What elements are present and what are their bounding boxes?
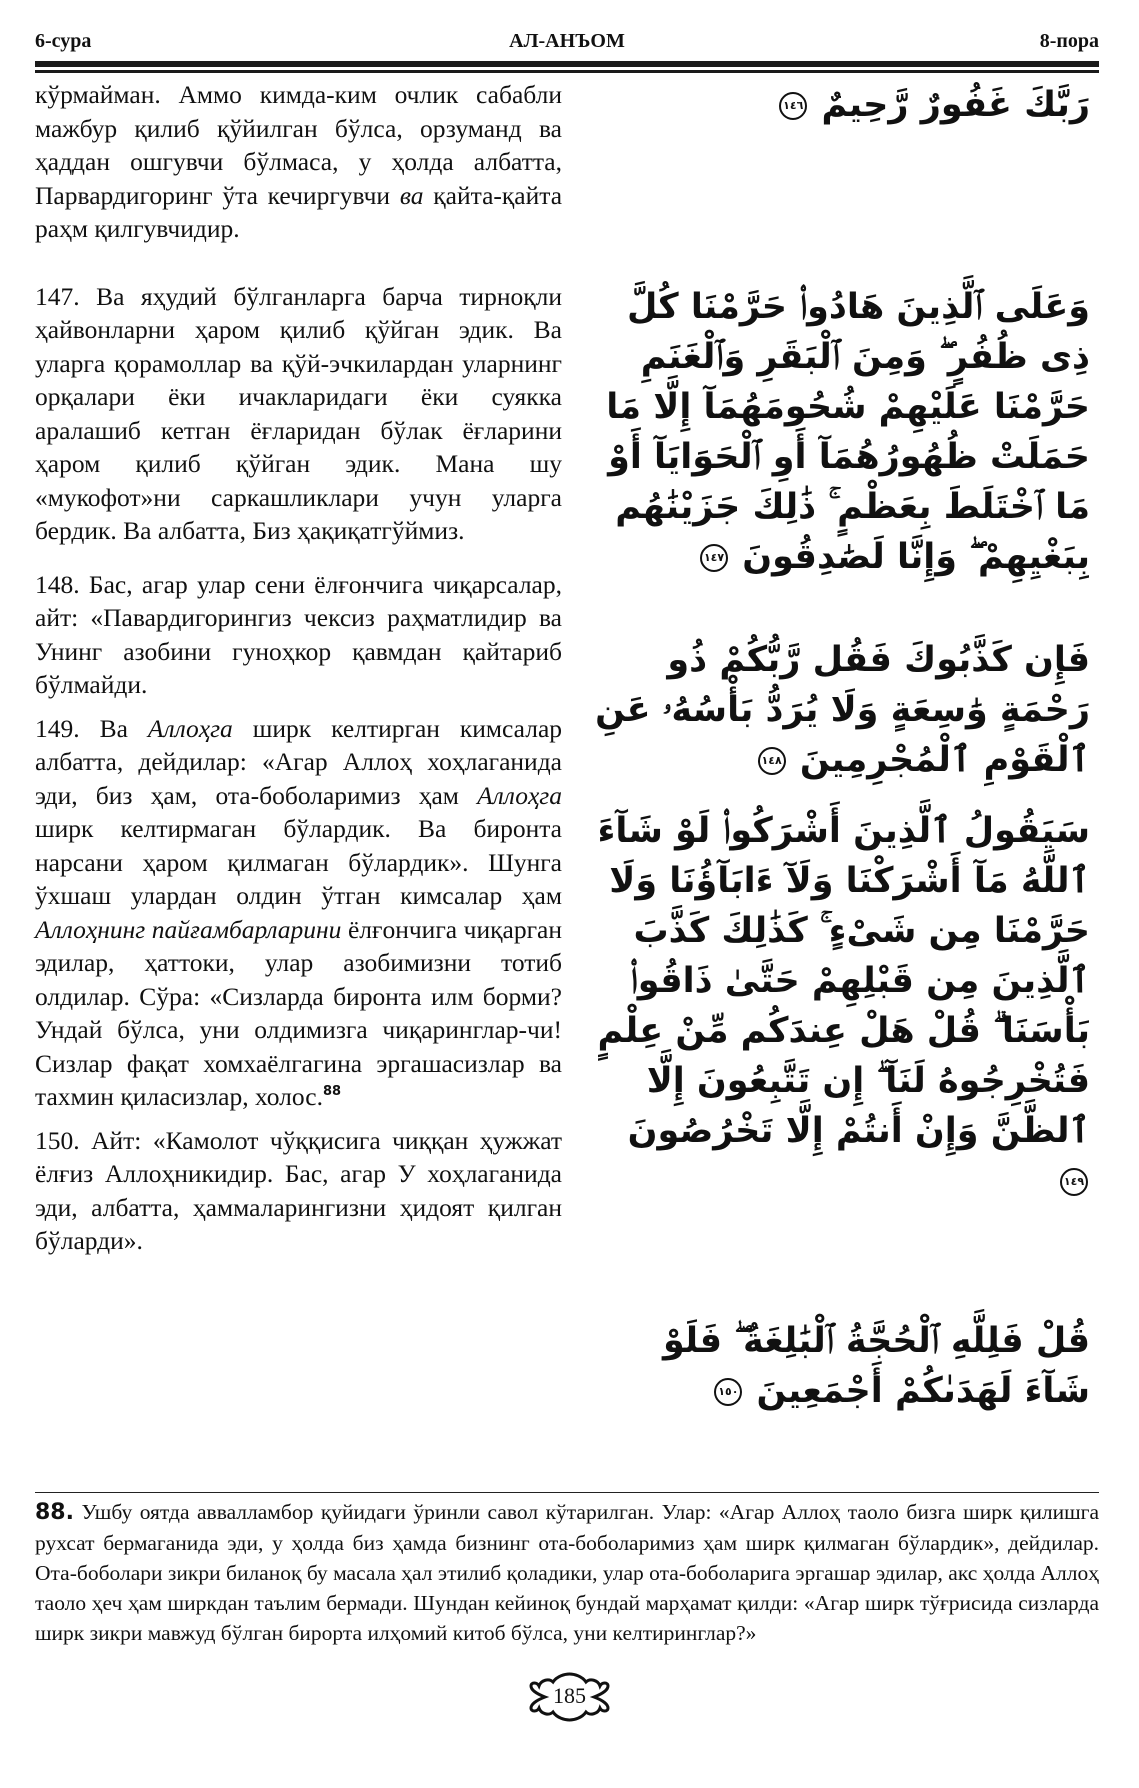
arabic-verse-148: فَإِن كَذَّبُوكَ فَقُل رَّبُّكُمْ ذُو رَحْمَةٍ وَٰسِعَةٍ وَلَا يُرَدُّ بَأْسُهُۥ عَنِ ٱلْقَوْمِ ٱلْمُجْرِمِينَ ١٤٨ [595,640,1090,780]
surah-title: АЛ-АНЪОМ [509,30,625,52]
verse-149-translation: 149. Ва Аллоҳга ширк келтирган кимсалар албатта, дейдилар: «Агар Аллоҳ хоҳлаганида эди, биз ҳам, ота-боболаримиз ҳам Аллоҳга ширк келтирмаган бўлардик. Ва биронта нарсани ҳаром қилмаган бўлардик». Шунга ўхшаш улардан олдин ўтган кимсалар ҳам Аллоҳнинг пайғамбарларини ёлғончига чиқарган эдилар, ҳаттоки, улар азобимизни тотиб олдилар. Сўра: «Сизларда биронта илм борми? Ундай бўлса, уни олдимизга чиқаринглар-чи! Сизлар фақат хомхаёлгагина эргашасизлар ва тахмин қиласизлар, холос.$^{88}$ [35,713,563,1111]
surah-number: 6-сура [35,30,92,52]
header-rule-thick [35,61,1099,67]
ayah-number-marker: ١٥٠ [714,1378,742,1406]
footnote-separator [35,1492,1099,1493]
arabic-verse-146-end: رَبَّكَ غَفُورٌ رَّحِيمٌ ١٤٦ [590,80,1090,130]
juz-number: 8-пора [1039,30,1099,52]
footnote-number: 88. [35,1500,74,1525]
verse-146-continuation: кўрмайман. Аммо кимда-ким очлик сабабли мажбур қилиб қўйилган бўлса, орзуманд ва ҳаддан ошгувчи бўлмаса, у ҳолда албатта, Парвардигоринг ўта кечиргувчи ва қайта-қайта раҳм қилгувчидир. [35,80,563,243]
ayah-number-marker: ١٤٧ [700,544,728,572]
footnote-reference[interactable]: 88 [322,1084,342,1099]
running-header [35,30,1099,54]
page-number: 185 [553,1683,586,1708]
ayah-number-marker: ١٤٦ [779,92,807,120]
footnote [35,1497,1099,1648]
header-rule-thin [35,70,1099,73]
ayah-number-marker: ١٤٩ [1060,1168,1088,1196]
ayah-number-marker: ١٤٨ [758,747,786,775]
verse-150-translation: 150. Айт: «Камолот чўққисига чиққан ҳужжат ёлғиз Аллоҳникидир. Бас, агар У хоҳлаганида эди, албатта, ҳаммаларингизни ҳидоят қилган бўларди». [35,1125,562,1255]
footnote-text: Ушбу оятда аввалламбор қуйидаги ўринли савол кўтарилган. Улар: «Агар Аллоҳ таоло бизга ширк қилишга рухсат бермаганида эди, у ҳолда биз ҳамда бизнинг ота-боболаримиз ҳам ширк қилмаган бўлардик», дейдилар. Ота-боболари зикри биланоқ бу масала ҳал этилиб қоладики, улар ота-боболарига эргашар эдилар, акс ҳолда Аллоҳ таоло ҳеч ҳам ширкдан таълим бермади. Шундан кейиноқ бундай марҳамат қилди: «Агар ширк тўғрисида сизларда ширк зикри мавжуд бўлган бирорта илҳомий китоб бўлса, уни келтиринглар?» [35,1500,1100,1645]
translation-column [35,78,562,1268]
arabic-verse-147: وَعَلَى ٱلَّذِينَ هَادُوا۟ حَرَّمْنَا كُلَّ ذِى ظُفُرٍ ۖ وَمِنَ ٱلْبَقَرِ وَٱلْغَنَمِ حَرَّمْنَا عَلَيْهِمْ شُحُومَهُمَآ إِلَّا مَا حَمَلَتْ ظُهُورُهُمَآ أَوِ ٱلْحَوَايَآ أَوْ مَا ٱخْتَلَطَ بِعَظْمٍ ۚ ذَٰلِكَ جَزَيْنَٰهُم بِبَغْيِهِمْ ۖ وَإِنَّا لَصَٰدِقُونَ ١٤٧ [606,287,1090,577]
italic-insert: ва [399,180,424,210]
verse-148-translation: 148. Бас, агар улар сени ёлғончига чиқарсалар, айт: «Павардигорингиз чексиз раҳматлидир ва Унинг азобини гуноҳкор қавмдан қайтариб бўлмайди. [35,569,562,699]
page-number-ornament [523,1672,616,1722]
arabic-verse-149: سَيَقُولُ ٱلَّذِينَ أَشْرَكُوا۟ لَوْ شَآءَ ٱللَّهُ مَآ أَشْرَكْنَا وَلَآ ءَابَآؤُنَا وَلَا حَرَّمْنَا مِن شَىْءٍ ۚ كَذَٰلِكَ كَذَّبَ ٱلَّذِينَ مِن قَبْلِهِمْ حَتَّىٰ ذَاقُوا۟ بَأْسَنَا ۗ قُلْ هَلْ عِندَكُم مِّنْ عِلْمٍ فَتُخْرِجُوهُ لَنَآ ۖ إِن تَتَّبِعُونَ إِلَّا ٱلظَّنَّ وَإِنْ أَنتُمْ إِلَّا تَخْرُصُونَ ١٤٩ [590,806,1090,1206]
arabic-verse-150: قُلْ فَلِلَّهِ ٱلْحُجَّةُ ٱلْبَٰلِغَةُ ۖ فَلَوْ شَآءَ لَهَدَىٰكُمْ أَجْمَعِينَ ١٥٠ [662,1321,1090,1411]
verse-147-translation: 147. Ва яҳудий бўлганларга барча тирноқли ҳайвонларни ҳаром қилиб қўйган эдик. Ва уларга қорамоллар ва қўй-эчкилардан уларнинг орқалари ёки ичакларидаги ёки суякка аралашиб кетган ёғларидан бўлак ёғларини ҳаром қилиб қўйган эдик. Мана шу «мукофот»ни саркашликлари учун уларга бердик. Ва албатта, Биз ҳақиқатгўймиз. [35,281,562,545]
